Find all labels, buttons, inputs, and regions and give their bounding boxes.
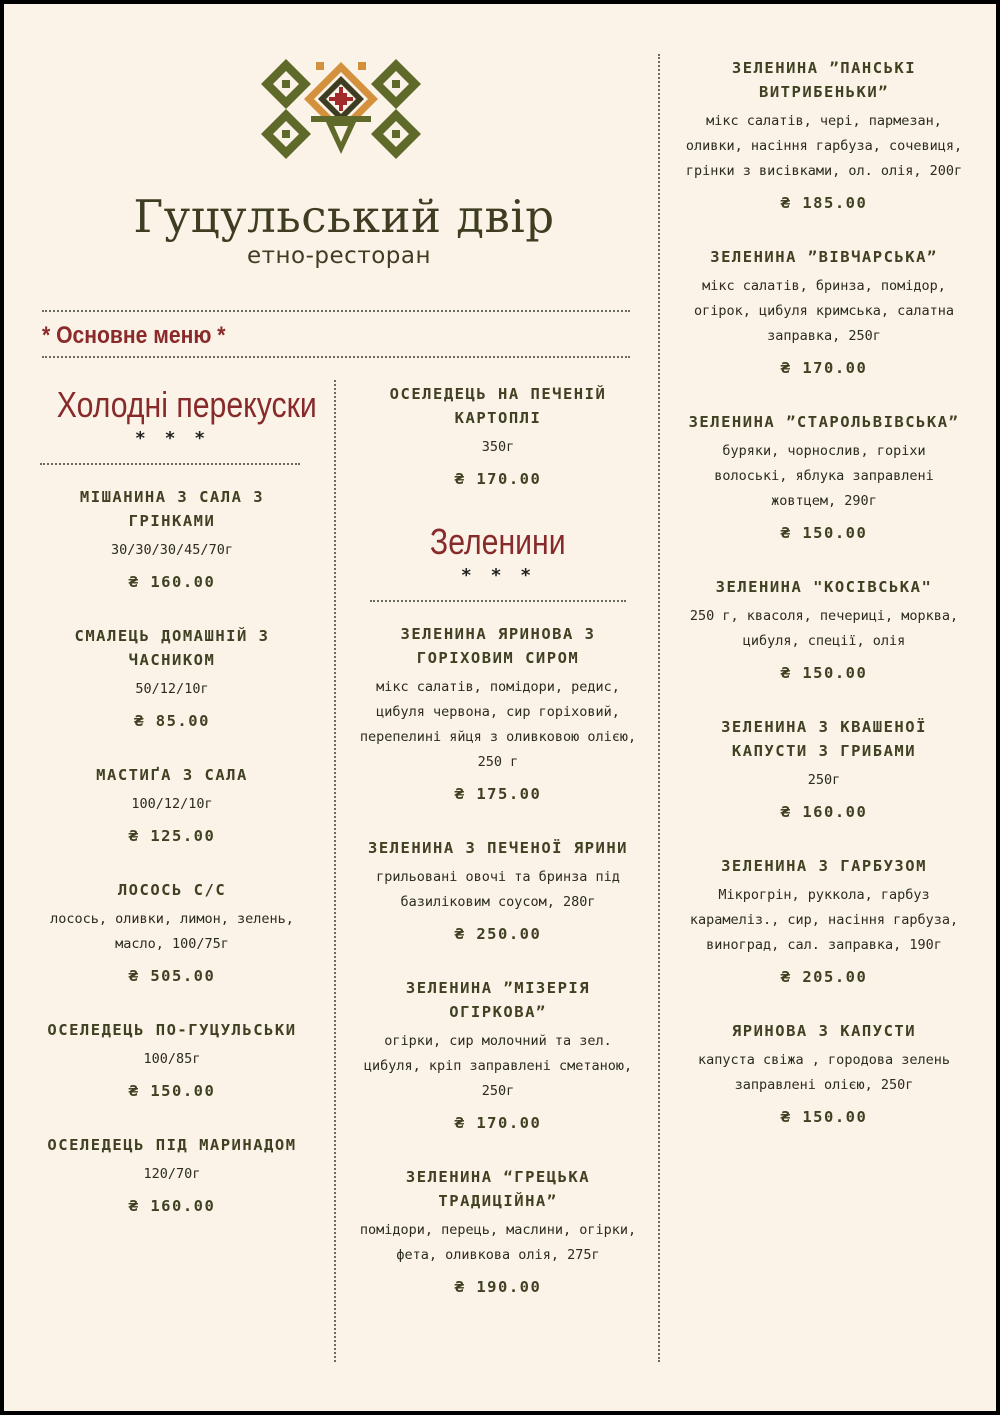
menu-item-name: ЗЕЛЕНИНА ”ВІВЧАРСЬКА” xyxy=(710,248,938,266)
menu-item xyxy=(356,1165,640,1299)
menu-item-description: мікс салатів, помідори, редис, цибуля червона, сир горіховий, перепелині яйця з оливковою олією, 250 г xyxy=(359,679,637,770)
menu-item-description: 100/12/10г xyxy=(131,796,213,812)
menu-item-name: ОСЕЛЕДЕЦЬ ПО-ГУЦУЛЬСЬКИ xyxy=(47,1021,297,1039)
menu-item xyxy=(682,575,966,685)
menu-item-description: лосось, оливки, лимон, зелень, масло, 100/75г xyxy=(50,911,294,952)
menu-item-name: СМАЛЕЦЬ ДОМАШНІЙ З ЧАСНИКОМ xyxy=(74,627,270,669)
category-stars-greens: * * * xyxy=(460,565,536,586)
menu-item xyxy=(356,622,640,806)
menu-item xyxy=(356,976,640,1135)
menu-item-description: огірки, сир молочний та зел. цибуля, кріп заправлені сметаною, 250г xyxy=(363,1033,633,1099)
menu-item-price: ₴ 160.00 xyxy=(780,803,868,821)
menu-item xyxy=(356,836,640,946)
menu-item-name: ЗЕЛЕНИНА “ГРЕЦЬКА ТРАДИЦІЙНА” xyxy=(405,1168,591,1210)
menu-item-price: ₴ 505.00 xyxy=(128,967,216,985)
menu-item-name: ЗЕЛЕНИНА ”СТАРОЛЬВІВСЬКА” xyxy=(688,413,960,431)
menu-item-description: 250 г, квасоля, печериці, морква, цибуля, спеції, олія xyxy=(689,608,959,649)
column-divider-left xyxy=(334,380,336,1362)
menu-page xyxy=(4,4,996,1411)
menu-item-price: ₴ 170.00 xyxy=(454,470,542,488)
menu-item-name: ЗЕЛЕНИНА ЯРИНОВА З ГОРІХОВИМ СИРОМ xyxy=(400,625,596,667)
menu-item-price: ₴ 170.00 xyxy=(454,1114,542,1132)
separator-greens xyxy=(370,600,626,602)
menu-item-description: буряки, чорнослив, горіхи волоські, яблука заправлені жовтцем, 290г xyxy=(714,443,934,509)
menu-item xyxy=(32,878,312,988)
menu-item-price: ₴ 160.00 xyxy=(128,573,216,591)
menu-item-name: ЗЕЛЕНИНА З ПЕЧЕНОЇ ЯРИНИ xyxy=(368,839,628,857)
category-stars-cold: * * * xyxy=(134,428,210,449)
menu-item xyxy=(356,382,640,491)
menu-item-description: грильовані овочі та бринза під базиліковим соусом, 280г xyxy=(376,869,620,910)
menu-item-name: ЗЕЛЕНИНА З КВАШЕНОЇ КАПУСТИ З ГРИБАМИ xyxy=(721,718,927,760)
menu-item-price: ₴ 150.00 xyxy=(780,664,868,682)
separator-cold xyxy=(40,463,300,465)
menu-item xyxy=(32,485,312,594)
menu-item-price: ₴ 150.00 xyxy=(780,1108,868,1126)
category-title-cold: Холодні перекуски xyxy=(56,384,317,425)
menu-item-price: ₴ 185.00 xyxy=(780,194,868,212)
menu-item-price: ₴ 160.00 xyxy=(128,1197,216,1215)
column-middle xyxy=(356,382,640,1329)
menu-item-name: ЗЕЛЕНИНА З ГАРБУЗОМ xyxy=(721,857,927,875)
menu-item-price: ₴ 250.00 xyxy=(454,925,542,943)
menu-item-description: 50/12/10г xyxy=(135,681,209,697)
brand-name: Гуцульський двір xyxy=(133,190,555,243)
menu-item-price: ₴ 125.00 xyxy=(128,827,216,845)
menu-item-price: ₴ 85.00 xyxy=(134,712,210,730)
column-divider-right xyxy=(658,54,660,1362)
menu-item xyxy=(682,56,966,215)
menu-item xyxy=(32,1018,312,1103)
menu-item-description: мікс салатів, бринза, помідор, огірок, цибуля кримська, салатна заправка, 250г xyxy=(693,278,955,344)
menu-item xyxy=(682,715,966,824)
menu-item-name: ЗЕЛЕНИНА ”МІЗЕРІЯ ОГІРКОВА” xyxy=(405,979,591,1021)
menu-item-price: ₴ 205.00 xyxy=(780,968,868,986)
menu-item xyxy=(32,1133,312,1218)
brand-subtitle: етно-ресторан xyxy=(246,243,432,269)
separator-top xyxy=(42,310,630,312)
embroidery-logo-icon xyxy=(256,54,426,164)
menu-item-price: ₴ 190.00 xyxy=(454,1278,542,1296)
menu-item-name: ЛОСОСЬ С/С xyxy=(117,881,227,899)
menu-item-description: 100/85г xyxy=(143,1051,201,1067)
menu-item-description: Мікрогрін, руккола, гарбуз карамеліз., сир, насіння гарбуза, виноград, сал. заправка, 190г xyxy=(689,887,959,953)
section-label: * Основне меню * xyxy=(42,322,226,349)
menu-item-description: 350г xyxy=(481,439,515,455)
column-right xyxy=(682,56,966,1159)
menu-item-description: капуста свіжа , городова зелень заправлені олією, 250г xyxy=(698,1052,950,1093)
menu-item-name: ОСЕЛЕДЕЦЬ ПІД МАРИНАДОМ xyxy=(47,1136,297,1154)
menu-item xyxy=(682,410,966,545)
menu-item xyxy=(32,624,312,733)
menu-item xyxy=(682,1019,966,1129)
menu-item-price: ₴ 170.00 xyxy=(780,359,868,377)
menu-item-description: помідори, перець, маслини, огірки, фета, оливкова олія, 275г xyxy=(359,1222,637,1263)
menu-item-description: мікс салатів, чері, пармезан, оливки, насіння гарбуза, сочевиця, грінки з висівками, ол. олія, 200г xyxy=(685,113,963,179)
menu-item-description: 30/30/30/45/70г xyxy=(111,542,233,558)
menu-item-name: ЗЕЛЕНИНА ”ПАНСЬКІ ВИТРИБЕНЬКИ” xyxy=(731,59,917,101)
separator-section xyxy=(42,356,630,358)
menu-item-name: ЗЕЛЕНИНА "КОСІВСЬКА" xyxy=(715,578,933,596)
menu-item-name: ОСЕЛЕДЕЦЬ НА ПЕЧЕНІЙ КАРТОПЛІ xyxy=(389,385,607,427)
menu-item-price: ₴ 175.00 xyxy=(454,785,542,803)
column-cold-appetizers xyxy=(32,384,317,1248)
category-title-greens: Зеленини xyxy=(430,521,566,562)
menu-item-name: МІШАНИНА З САЛА З ГРІНКАМИ xyxy=(79,488,265,530)
menu-item-description: 250г xyxy=(807,772,841,788)
menu-item xyxy=(682,854,966,989)
menu-item-price: ₴ 150.00 xyxy=(780,524,868,542)
menu-item-name: ЯРИНОВА З КАПУСТИ xyxy=(731,1022,917,1040)
menu-item-name: МАСТИҐА З САЛА xyxy=(96,766,248,784)
menu-item xyxy=(682,245,966,380)
menu-item-description: 120/70г xyxy=(143,1166,201,1182)
menu-item-price: ₴ 150.00 xyxy=(128,1082,216,1100)
menu-item xyxy=(32,763,312,848)
